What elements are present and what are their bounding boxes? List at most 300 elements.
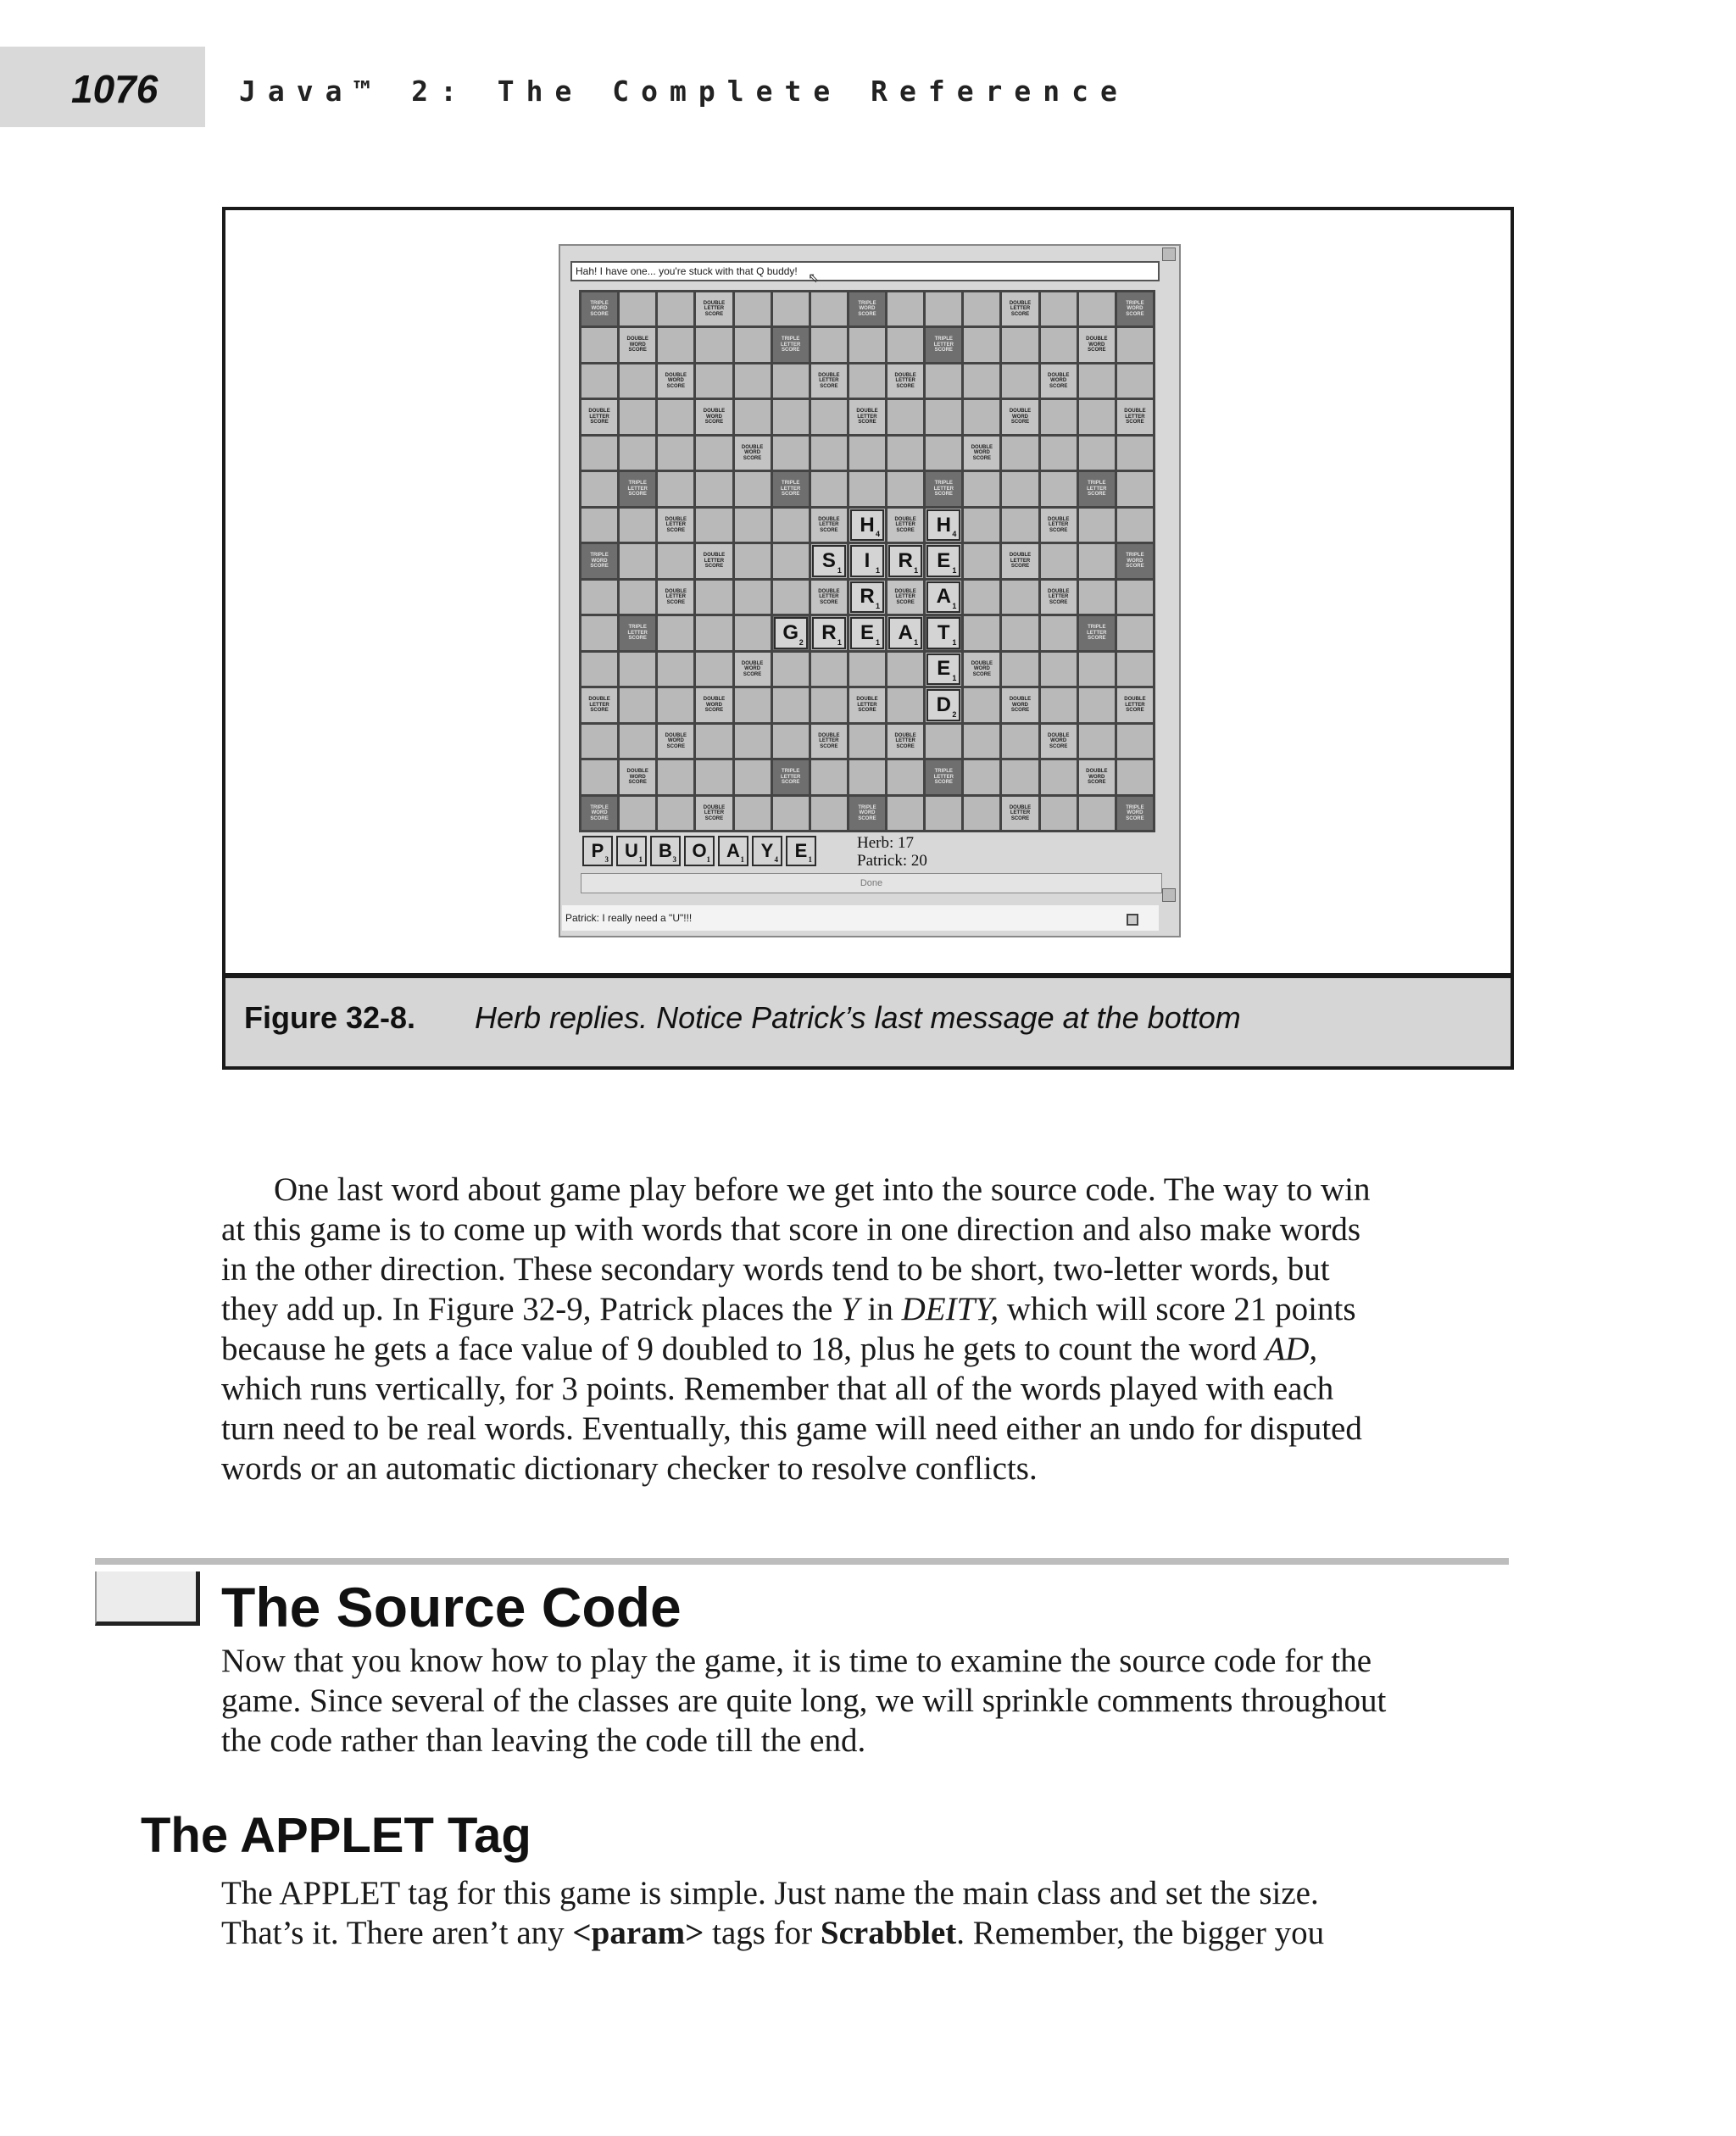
- board-cell: [887, 797, 923, 830]
- board-cell: [887, 581, 923, 614]
- tile-value: 3: [604, 855, 609, 864]
- board-cell: [811, 437, 847, 470]
- letter-tile: [888, 617, 922, 648]
- text-line: [221, 1289, 1370, 1329]
- tile-value: 1: [952, 565, 957, 575]
- board-cell: [696, 364, 732, 398]
- board-cell: [735, 616, 771, 649]
- board-cell: [1002, 437, 1038, 470]
- board-cell: [1079, 400, 1115, 433]
- premium-label: DOUBLE LETTER SCORE: [1124, 697, 1146, 714]
- text-line: the code rather than leaving the code till the end.: [221, 1722, 866, 1759]
- board-cell: [964, 616, 999, 649]
- board-cell: [581, 653, 617, 686]
- board-cell: [581, 437, 617, 470]
- board-cell: [964, 581, 999, 614]
- subsection-heading: The APPLET Tag: [141, 1808, 531, 1863]
- board-cell: [887, 292, 923, 325]
- board-cell: [1002, 725, 1038, 758]
- board-cell: [1041, 688, 1077, 721]
- board-cell: [1117, 328, 1153, 361]
- board-cell: [1002, 292, 1038, 325]
- premium-label: DOUBLE LETTER SCORE: [856, 697, 878, 714]
- board-cell: [696, 616, 732, 649]
- board-cell: [581, 760, 617, 793]
- board-cell: [773, 544, 809, 577]
- italic-word: DEITY,: [901, 1291, 999, 1327]
- board-cell: [1079, 472, 1115, 505]
- tile-letter: G: [782, 620, 799, 644]
- board-cell: [964, 688, 999, 721]
- board-cell: [620, 292, 655, 325]
- tile-letter: R: [898, 548, 913, 572]
- letter-tile: [850, 545, 884, 576]
- tile-value: 4: [774, 855, 778, 864]
- premium-label: DOUBLE LETTER SCORE: [1009, 300, 1032, 317]
- board-cell: [1041, 760, 1077, 793]
- board-cell: [926, 760, 961, 793]
- board-cell: [1079, 797, 1115, 830]
- tile-value: 1: [706, 855, 710, 864]
- tile-value: 1: [808, 855, 812, 864]
- board-cell: [735, 292, 771, 325]
- tile-value: 1: [914, 565, 919, 575]
- letter-tile: [926, 689, 960, 720]
- board-cell: [773, 616, 809, 649]
- board-cell: [1079, 653, 1115, 686]
- premium-label: DOUBLE LETTER SCORE: [588, 697, 610, 714]
- tile-letter: E: [860, 620, 874, 644]
- board-cell: [849, 725, 885, 758]
- board-cell: [926, 437, 961, 470]
- board-cell: [1002, 364, 1038, 398]
- letter-tile: [812, 545, 846, 576]
- board-cell: [887, 760, 923, 793]
- board-cell: [620, 509, 655, 542]
- board-cell: [811, 616, 847, 649]
- board-cell: [658, 437, 693, 470]
- board-cell: [735, 653, 771, 686]
- board-cell: [735, 364, 771, 398]
- tile-letter: T: [937, 620, 950, 644]
- board-cell: [887, 400, 923, 433]
- board-cell: [735, 509, 771, 542]
- board-cell: [926, 328, 961, 361]
- board-cell: [658, 797, 693, 830]
- board-cell: [696, 581, 732, 614]
- board-cell: [887, 544, 923, 577]
- board-cell: [735, 581, 771, 614]
- board-cell: [735, 472, 771, 505]
- premium-label: DOUBLE WORD SCORE: [1086, 769, 1108, 786]
- premium-label: DOUBLE LETTER SCORE: [818, 588, 840, 605]
- tile-letter: H: [860, 513, 875, 537]
- tile-letter: A: [726, 840, 740, 861]
- board-cell: [735, 797, 771, 830]
- premium-label: DOUBLE WORD SCORE: [665, 732, 687, 749]
- premium-label: DOUBLE WORD SCORE: [626, 337, 648, 353]
- premium-label: TRIPLE LETTER SCORE: [1087, 625, 1107, 642]
- tile-value: 1: [876, 565, 881, 575]
- tile-letter: O: [692, 840, 707, 861]
- board-cell: [735, 328, 771, 361]
- board-cell: [696, 725, 732, 758]
- board-cell: [849, 653, 885, 686]
- board-cell: [620, 653, 655, 686]
- premium-label: TRIPLE WORD SCORE: [590, 300, 609, 317]
- tile-letter: A: [898, 620, 913, 644]
- premium-label: TRIPLE LETTER SCORE: [781, 337, 801, 353]
- tile-letter: P: [591, 840, 604, 861]
- board-cell: [620, 364, 655, 398]
- tile-letter: U: [625, 840, 638, 861]
- premium-label: DOUBLE WORD SCORE: [741, 444, 764, 461]
- board-cell: [1079, 437, 1115, 470]
- board-cell: [811, 725, 847, 758]
- board-cell: [849, 364, 885, 398]
- board-cell: [658, 509, 693, 542]
- board-cell: [849, 760, 885, 793]
- board-cell: [696, 653, 732, 686]
- board-cell: [658, 725, 693, 758]
- board-cell: [620, 472, 655, 505]
- board-cell: [811, 581, 847, 614]
- text-run: which will score 21 points: [999, 1291, 1356, 1327]
- text-line: One last word about game play before we get into the source code. The way to win: [274, 1171, 1371, 1208]
- board-cell: [964, 725, 999, 758]
- board-cell: [1117, 760, 1153, 793]
- letter-tile: [926, 654, 960, 685]
- board-cell: [1117, 400, 1153, 433]
- board-cell: [887, 688, 923, 721]
- premium-label: TRIPLE LETTER SCORE: [933, 337, 954, 353]
- board-cell: [1041, 472, 1077, 505]
- scrabblet-applet-screenshot: [559, 244, 1181, 937]
- tile-value: 1: [740, 855, 744, 864]
- board-cell: [887, 509, 923, 542]
- board-cell: [849, 509, 885, 542]
- board-cell: [658, 616, 693, 649]
- premium-label: TRIPLE LETTER SCORE: [1087, 481, 1107, 498]
- rack-tile: [786, 836, 816, 866]
- figure-caption-band: [225, 973, 1511, 1066]
- board-cell: [1079, 509, 1115, 542]
- board-cell: [926, 688, 961, 721]
- premium-label: DOUBLE WORD SCORE: [971, 660, 993, 677]
- page-number: 1076: [71, 67, 159, 111]
- board-cell: [964, 292, 999, 325]
- board-cell: [849, 616, 885, 649]
- board-cell: [811, 292, 847, 325]
- premium-label: DOUBLE WORD SCORE: [1086, 337, 1108, 353]
- text-run: That’s it. There aren’t any: [221, 1915, 573, 1951]
- board-cell: [926, 292, 961, 325]
- board-cell: [581, 544, 617, 577]
- board-cell: [1002, 760, 1038, 793]
- chat-input: Hah! I have one... you're stuck with that Q buddy!: [570, 261, 1160, 281]
- letter-tile: [850, 581, 884, 613]
- premium-label: DOUBLE LETTER SCORE: [894, 588, 916, 605]
- text-run: because he gets a face value of 9 doubled to 18, plus he gets to count the word: [221, 1331, 1266, 1367]
- board-cell: [620, 328, 655, 361]
- board-cell: [887, 616, 923, 649]
- board-cell: [696, 292, 732, 325]
- mouse-cursor-icon: ⇖: [808, 271, 820, 286]
- premium-label: DOUBLE WORD SCORE: [703, 697, 726, 714]
- premium-label: DOUBLE LETTER SCORE: [894, 372, 916, 389]
- rack-tile: [582, 836, 613, 866]
- board-cell: [1079, 581, 1115, 614]
- board-cell: [887, 472, 923, 505]
- board-cell: [926, 364, 961, 398]
- board-cell: [620, 616, 655, 649]
- board-cell: [773, 364, 809, 398]
- board-cell: [1117, 437, 1153, 470]
- text-run: tags for: [704, 1915, 821, 1951]
- premium-label: DOUBLE WORD SCORE: [626, 769, 648, 786]
- text-run: in: [859, 1291, 902, 1327]
- board-cell: [620, 400, 655, 433]
- tile-value: 1: [914, 637, 919, 647]
- tile-letter: H: [936, 513, 951, 537]
- board-cell: [926, 400, 961, 433]
- board-cell: [1117, 688, 1153, 721]
- premium-label: TRIPLE WORD SCORE: [590, 804, 609, 821]
- tile-value: 2: [798, 637, 804, 647]
- board-cell: [696, 544, 732, 577]
- board-cell: [1117, 544, 1153, 577]
- premium-label: DOUBLE WORD SCORE: [1009, 409, 1032, 426]
- board-cell: [1079, 616, 1115, 649]
- board-cell: [620, 797, 655, 830]
- board-cell: [964, 653, 999, 686]
- board-cell: [581, 797, 617, 830]
- premium-label: TRIPLE LETTER SCORE: [627, 481, 648, 498]
- board-cell: [849, 544, 885, 577]
- board-cell: [581, 725, 617, 758]
- board-cell: [658, 328, 693, 361]
- board-cell: [811, 400, 847, 433]
- tile-value: 1: [837, 565, 842, 575]
- board-cell: [849, 400, 885, 433]
- board-cell: [1041, 725, 1077, 758]
- board-cell: [811, 797, 847, 830]
- board-cell: [1002, 797, 1038, 830]
- board-cell: [696, 472, 732, 505]
- board-cell: [1117, 509, 1153, 542]
- board-cell: [1002, 328, 1038, 361]
- board-cell: [1079, 328, 1115, 361]
- board-cell: [849, 472, 885, 505]
- board-cell: [1041, 544, 1077, 577]
- section-heading: The Source Code: [221, 1576, 682, 1638]
- board-cell: [964, 437, 999, 470]
- premium-label: DOUBLE LETTER SCORE: [894, 732, 916, 749]
- board-cell: [887, 437, 923, 470]
- premium-label: TRIPLE LETTER SCORE: [933, 481, 954, 498]
- rack-tile: [718, 836, 748, 866]
- board-cell: [926, 581, 961, 614]
- board-cell: [1002, 509, 1038, 542]
- board-cell: [926, 797, 961, 830]
- board-cell: [964, 472, 999, 505]
- rack-tile: [752, 836, 782, 866]
- figure-caption: Herb replies. Notice Patrick’s last message at the bottom: [475, 1000, 1241, 1035]
- board-cell: [581, 581, 617, 614]
- board-cell: [1041, 797, 1077, 830]
- rack-tile: [650, 836, 681, 866]
- board-cell: [773, 437, 809, 470]
- letter-tile: [926, 581, 960, 613]
- board-cell: [926, 472, 961, 505]
- board-cell: [964, 509, 999, 542]
- rack-tile: [616, 836, 647, 866]
- premium-label: DOUBLE LETTER SCORE: [703, 804, 726, 821]
- board-cell: [696, 688, 732, 721]
- premium-label: DOUBLE LETTER SCORE: [818, 516, 840, 533]
- board-cell: [773, 760, 809, 793]
- board-cell: [964, 400, 999, 433]
- premium-label: DOUBLE LETTER SCORE: [856, 409, 878, 426]
- text-line: [221, 1913, 1324, 1953]
- text-line: turn need to be real words. Eventually, this game will need either an undo for disputed: [221, 1410, 1362, 1447]
- premium-label: TRIPLE LETTER SCORE: [781, 769, 801, 786]
- score-panel: [857, 834, 927, 870]
- board-cell: [811, 364, 847, 398]
- board-cell: [773, 292, 809, 325]
- board-cell: [1002, 472, 1038, 505]
- board-cell: [1117, 725, 1153, 758]
- score-herb: Herb: 17: [857, 834, 915, 852]
- board-cell: [620, 581, 655, 614]
- text-line: game. Since several of the classes are quite long, we will sprinkle comments throughout: [221, 1683, 1387, 1719]
- premium-label: TRIPLE LETTER SCORE: [781, 481, 801, 498]
- board-cell: [1041, 437, 1077, 470]
- letter-tile: [888, 545, 922, 576]
- board-cell: [735, 688, 771, 721]
- tile-letter: R: [860, 585, 875, 609]
- board-cell: [735, 760, 771, 793]
- text-line: which runs vertically, for 3 points. Remember that all of the words played with each: [221, 1371, 1334, 1407]
- board-cell: [926, 616, 961, 649]
- board-cell: [1117, 797, 1153, 830]
- premium-label: DOUBLE LETTER SCORE: [818, 732, 840, 749]
- board-cell: [581, 688, 617, 721]
- letter-tile: [774, 617, 808, 648]
- premium-label: DOUBLE WORD SCORE: [971, 444, 993, 461]
- tile-letter: E: [937, 548, 951, 572]
- board-cell: [849, 328, 885, 361]
- premium-label: DOUBLE LETTER SCORE: [703, 300, 726, 317]
- premium-label: TRIPLE WORD SCORE: [1126, 804, 1144, 821]
- premium-label: TRIPLE WORD SCORE: [1126, 553, 1144, 570]
- section-rule: [95, 1558, 1509, 1565]
- board-cell: [1117, 616, 1153, 649]
- tile-letter: S: [821, 548, 836, 572]
- board-cell: [1041, 653, 1077, 686]
- premium-label: TRIPLE WORD SCORE: [1126, 300, 1144, 317]
- board-cell: [1117, 581, 1153, 614]
- board-cell: [926, 725, 961, 758]
- tile-letter: I: [864, 548, 871, 572]
- premium-label: DOUBLE LETTER SCORE: [1009, 553, 1032, 570]
- board-cell: [773, 472, 809, 505]
- board-cell: [1002, 581, 1038, 614]
- tile-letter: E: [937, 657, 951, 681]
- board-cell: [581, 400, 617, 433]
- board-cell: [658, 688, 693, 721]
- tile-value: 1: [876, 602, 881, 611]
- board-cell: [735, 544, 771, 577]
- letter-tile: [850, 617, 884, 648]
- board-cell: [735, 437, 771, 470]
- tile-value: 1: [952, 602, 957, 611]
- paragraph-source-code: [221, 1641, 1386, 1761]
- board-cell: [620, 688, 655, 721]
- board-cell: [811, 472, 847, 505]
- board-cell: [926, 544, 961, 577]
- board-cell: [658, 544, 693, 577]
- board-cell: [811, 328, 847, 361]
- score-patrick: Patrick: 20: [857, 852, 927, 870]
- tile-value: 1: [952, 637, 957, 647]
- board-cell: [1041, 581, 1077, 614]
- premium-label: TRIPLE WORD SCORE: [858, 300, 876, 317]
- board-cell: [1079, 544, 1115, 577]
- board-cell: [849, 797, 885, 830]
- tile-letter: R: [821, 620, 837, 644]
- board-cell: [773, 509, 809, 542]
- letter-tile: [926, 509, 960, 541]
- board-cell: [1002, 653, 1038, 686]
- done-button: Done: [581, 873, 1162, 893]
- figure-label: Figure 32-8.: [244, 1000, 416, 1035]
- board-cell: [773, 328, 809, 361]
- premium-label: DOUBLE LETTER SCORE: [818, 372, 840, 389]
- board-cell: [1079, 688, 1115, 721]
- board-cell: [658, 760, 693, 793]
- status-message: Patrick: I really need a "U"!!!: [562, 905, 1159, 931]
- board-cell: [735, 400, 771, 433]
- letter-tile: [926, 617, 960, 648]
- board-cell: [849, 581, 885, 614]
- scroll-down-icon: [1162, 888, 1176, 902]
- paragraph-applet-tag: [221, 1873, 1324, 1953]
- premium-label: DOUBLE WORD SCORE: [665, 372, 687, 389]
- board-cell: [696, 760, 732, 793]
- board-cell: [964, 797, 999, 830]
- board-cell: [849, 688, 885, 721]
- board-cell: [1002, 400, 1038, 433]
- letter-tile: [926, 545, 960, 576]
- text-run: . Remember, the bigger you: [956, 1915, 1325, 1951]
- board-cell: [696, 328, 732, 361]
- tile-value: 2: [952, 709, 957, 719]
- tile-rack: [582, 836, 816, 866]
- board-cell: [658, 292, 693, 325]
- text-line: [221, 1329, 1370, 1369]
- board-cell: [1079, 292, 1115, 325]
- board-cell: [926, 653, 961, 686]
- board-cell: [1117, 653, 1153, 686]
- premium-label: DOUBLE LETTER SCORE: [1009, 804, 1032, 821]
- board-cell: [1041, 509, 1077, 542]
- board-cell: [620, 760, 655, 793]
- board-cell: [1079, 760, 1115, 793]
- tile-value: 1: [837, 637, 842, 647]
- board-cell: [1117, 472, 1153, 505]
- board-cell: [1041, 364, 1077, 398]
